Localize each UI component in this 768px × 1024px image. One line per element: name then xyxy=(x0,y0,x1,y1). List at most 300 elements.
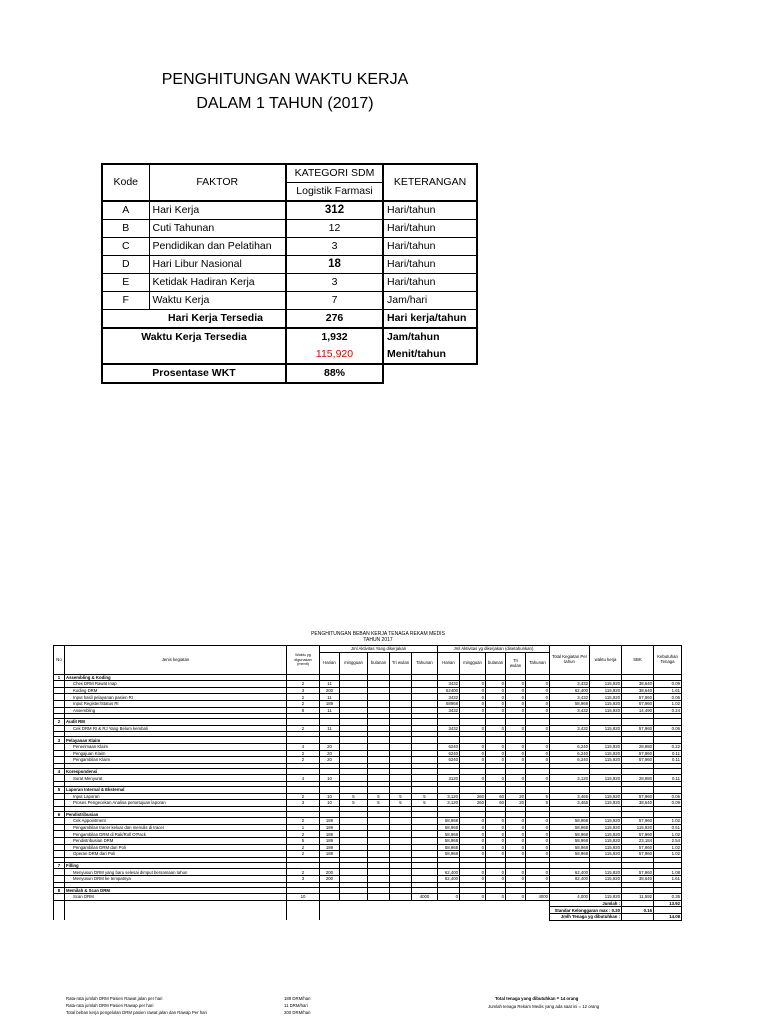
row-jenis: Input hasil pelayanan pasien RI xyxy=(65,694,287,701)
summary-blank xyxy=(526,907,550,914)
summary-value: 14.08 xyxy=(654,914,682,921)
faktor-row xyxy=(102,201,477,220)
row-w: 3 xyxy=(287,687,320,694)
row-b xyxy=(368,725,390,732)
summary-row xyxy=(54,907,682,914)
row-h: 189 xyxy=(320,831,340,838)
row-tot: 58,968 xyxy=(550,838,590,845)
hari-kerja-tersedia-value: 276 xyxy=(286,310,383,329)
faktor-keterangan: Hari/tahun xyxy=(383,256,477,274)
row-m2: 0 xyxy=(460,757,486,764)
ws-header-sbk: SBK xyxy=(622,646,654,675)
menit-per-tahun-unit: Menit/tahun xyxy=(383,346,477,364)
section-cell xyxy=(412,768,438,775)
row-w: 2 xyxy=(287,793,320,800)
row-th xyxy=(412,844,438,851)
table-row xyxy=(54,793,682,800)
row-b xyxy=(368,831,390,838)
section-cell xyxy=(368,674,390,681)
row-h: 189 xyxy=(320,851,340,858)
row-sbk: 38,640 xyxy=(622,876,654,883)
section-cell xyxy=(654,862,682,869)
row-keb: 0.22 xyxy=(654,743,682,750)
row-t2: 0 xyxy=(506,894,526,901)
ws-header-tahunan-2: Tahunan xyxy=(526,652,550,674)
summary-blank xyxy=(506,914,526,921)
row-h: 20 xyxy=(320,743,340,750)
row-h2: 3,120 xyxy=(438,800,460,807)
row-b2: 0 xyxy=(486,869,506,876)
row-w: 5 xyxy=(287,838,320,845)
row-h2: 6240 xyxy=(438,743,460,750)
row-h: 189 xyxy=(320,844,340,851)
row-t2: 0 xyxy=(506,844,526,851)
row-tot: 3,120 xyxy=(550,775,590,782)
page-title-line2: DALAM 1 TAHUN (2017) xyxy=(196,95,374,112)
faktor-row xyxy=(102,256,477,274)
section-cell xyxy=(287,674,320,681)
row-th2: 5 xyxy=(526,793,550,800)
row-h2: 58,968 xyxy=(438,851,460,858)
summary-blank xyxy=(460,907,486,914)
summary-value xyxy=(654,907,682,914)
row-jenis: Pengambilan Klaim xyxy=(65,757,287,764)
row-m2: 0 xyxy=(460,687,486,694)
summary-blank xyxy=(438,907,460,914)
row-m xyxy=(340,725,368,732)
summary-blank xyxy=(460,914,486,921)
summary-blank xyxy=(390,907,412,914)
row-h: 11 xyxy=(320,707,340,714)
row-th2: 4000 xyxy=(526,894,550,901)
row-t2: 0 xyxy=(506,824,526,831)
row-h: 200 xyxy=(320,687,340,694)
row-h2: 3120 xyxy=(438,775,460,782)
row-t xyxy=(390,775,412,782)
section-cell xyxy=(412,887,438,894)
row-t2: 0 xyxy=(506,694,526,701)
faktor-keterangan: Hari/tahun xyxy=(383,220,477,238)
section-cell xyxy=(486,786,506,793)
row-m2: 0 xyxy=(460,818,486,825)
summary-kol xyxy=(622,914,654,921)
footer-left-label: Total beban kerja pengelolan DRM pasien rawat jalan dan Rawap Per hari xyxy=(66,1010,207,1015)
section-cell xyxy=(590,737,622,744)
section-cell xyxy=(287,719,320,726)
section-row xyxy=(54,887,682,894)
row-t xyxy=(390,725,412,732)
row-tot: 58,968 xyxy=(550,851,590,858)
faktor-nilai: 7 xyxy=(286,292,383,310)
row-h: 200 xyxy=(320,876,340,883)
row-th2: 0 xyxy=(526,694,550,701)
row-keb: 1.02 xyxy=(654,818,682,825)
summary-blank xyxy=(287,914,320,921)
section-cell xyxy=(506,811,526,818)
section-cell xyxy=(590,887,622,894)
row-b xyxy=(368,743,390,750)
row-keb: 0.11 xyxy=(654,775,682,782)
section-cell xyxy=(368,811,390,818)
summary-blank xyxy=(65,907,287,914)
row-tot: 58,968 xyxy=(550,831,590,838)
section-cell xyxy=(622,862,654,869)
row-b2: 0 xyxy=(486,775,506,782)
row-th2: 0 xyxy=(526,707,550,714)
row-no xyxy=(54,851,65,858)
faktor-kode: A xyxy=(102,201,149,220)
row-th xyxy=(412,700,438,707)
row-tot: 3,432 xyxy=(550,681,590,688)
row-tot: 3,432 xyxy=(550,707,590,714)
faktor-kode: E xyxy=(102,274,149,292)
row-m xyxy=(340,681,368,688)
row-no xyxy=(54,750,65,757)
row-b xyxy=(368,824,390,831)
section-cell xyxy=(460,719,486,726)
section-title: Korespondensi xyxy=(65,768,287,775)
section-cell xyxy=(460,786,486,793)
row-h: 189 xyxy=(320,824,340,831)
section-cell xyxy=(287,811,320,818)
row-t2: 20 xyxy=(506,793,526,800)
row-wk: 115,920 xyxy=(590,694,622,701)
section-cell xyxy=(287,887,320,894)
row-th xyxy=(412,707,438,714)
row-b2: 0 xyxy=(486,894,506,901)
section-no: 8 xyxy=(54,887,65,894)
row-b2: 0 xyxy=(486,876,506,883)
section-title: Filling xyxy=(65,862,287,869)
row-b2: 0 xyxy=(486,725,506,732)
row-t2: 0 xyxy=(506,757,526,764)
page-title-line1: PENGHITUNGAN WAKTU KERJA xyxy=(161,71,409,88)
table-row xyxy=(54,775,682,782)
row-t2: 0 xyxy=(506,725,526,732)
row-t xyxy=(390,838,412,845)
summary-blank xyxy=(340,907,368,914)
row-t2: 0 xyxy=(506,831,526,838)
footer-left-value: 11 DRM/hari xyxy=(284,1003,308,1008)
section-cell xyxy=(320,737,340,744)
table-row xyxy=(54,700,682,707)
row-jenis: Assembling xyxy=(65,707,287,714)
row-wk: 115,920 xyxy=(590,876,622,883)
table-row xyxy=(54,687,682,694)
section-cell xyxy=(390,862,412,869)
row-wk: 115,920 xyxy=(590,824,622,831)
row-h2: 6240 xyxy=(438,750,460,757)
section-cell xyxy=(486,768,506,775)
section-cell xyxy=(340,862,368,869)
section-row xyxy=(54,737,682,744)
row-b xyxy=(368,681,390,688)
faktor-row xyxy=(102,292,477,310)
row-w: 4 xyxy=(287,775,320,782)
row-m: 5 xyxy=(340,800,368,807)
row-jenis: Pendistribusian DRM xyxy=(65,838,287,845)
faktor-row xyxy=(102,220,477,238)
summary-kol xyxy=(622,900,654,907)
row-m xyxy=(340,824,368,831)
section-cell xyxy=(320,674,340,681)
row-h: 189 xyxy=(320,818,340,825)
row-th xyxy=(412,757,438,764)
section-cell xyxy=(460,768,486,775)
row-t xyxy=(390,694,412,701)
waktu-kerja-tersedia-unit: Jam/tahun xyxy=(383,328,477,346)
row-no xyxy=(54,824,65,831)
faktor-nama: Ketidak Hadiran Kerja xyxy=(149,274,286,292)
row-w: 2 xyxy=(287,757,320,764)
section-cell xyxy=(654,786,682,793)
section-cell xyxy=(526,719,550,726)
row-keb: 1.61 xyxy=(654,687,682,694)
row-th2: 0 xyxy=(526,818,550,825)
row-m2: 0 xyxy=(460,750,486,757)
table-row xyxy=(54,831,682,838)
section-cell xyxy=(590,786,622,793)
section-cell xyxy=(412,719,438,726)
row-m2: 260 xyxy=(460,793,486,800)
row-m2: 0 xyxy=(460,851,486,858)
row-b xyxy=(368,687,390,694)
row-m2: 0 xyxy=(460,844,486,851)
row-m2: 0 xyxy=(460,707,486,714)
section-cell xyxy=(622,811,654,818)
row-tot: 58,968 xyxy=(550,844,590,851)
row-t xyxy=(390,831,412,838)
row-no xyxy=(54,687,65,694)
section-cell xyxy=(368,862,390,869)
row-th2: 0 xyxy=(526,750,550,757)
menit-per-tahun-value: 115,920 xyxy=(286,346,383,364)
row-jenis: Input Laporan xyxy=(65,793,287,800)
summary-label: Jumlah : xyxy=(550,900,622,907)
row-wk: 115,920 xyxy=(590,681,622,688)
row-b xyxy=(368,750,390,757)
row-jenis: Penerimaan Klaim xyxy=(65,743,287,750)
row-w: 10 xyxy=(287,894,320,901)
row-h2: 3,120 xyxy=(438,793,460,800)
row-th xyxy=(412,818,438,825)
section-cell xyxy=(526,811,550,818)
section-cell xyxy=(506,768,526,775)
row-m xyxy=(340,757,368,764)
section-cell xyxy=(390,768,412,775)
row-wk: 115,920 xyxy=(590,743,622,750)
row-m xyxy=(340,687,368,694)
row-b2: 0 xyxy=(486,700,506,707)
section-cell xyxy=(340,786,368,793)
row-t2: 0 xyxy=(506,700,526,707)
row-keb: 0.09 xyxy=(654,800,682,807)
summary-blank xyxy=(287,907,320,914)
section-cell xyxy=(390,719,412,726)
row-b2: 0 xyxy=(486,757,506,764)
row-b xyxy=(368,894,390,901)
row-no xyxy=(54,775,65,782)
faktor-nama: Waktu Kerja xyxy=(149,292,286,310)
table-row xyxy=(54,681,682,688)
section-no: 5 xyxy=(54,786,65,793)
section-cell xyxy=(654,674,682,681)
row-sbk: 38,640 xyxy=(622,687,654,694)
row-t2: 0 xyxy=(506,687,526,694)
row-h2: 58,968 xyxy=(438,838,460,845)
row-no xyxy=(54,869,65,876)
section-title: Pelayanan Klaim xyxy=(65,737,287,744)
section-no: 3 xyxy=(54,737,65,744)
section-cell xyxy=(412,674,438,681)
summary-blank xyxy=(390,900,412,907)
row-jenis: Operan DRM dari Poli xyxy=(65,851,287,858)
row-th2: 0 xyxy=(526,687,550,694)
row-w: 3 xyxy=(287,876,320,883)
section-cell xyxy=(550,674,590,681)
row-jenis: Cheк DRM Rawat Inap xyxy=(65,681,287,688)
row-wk: 115,920 xyxy=(590,793,622,800)
row-b xyxy=(368,694,390,701)
faktor-kode: F xyxy=(102,292,149,310)
row-t2: 20 xyxy=(506,800,526,807)
row-jenis: Menyusun DRM yang baru selesai dimput bersamaan tahun xyxy=(65,869,287,876)
section-cell xyxy=(550,862,590,869)
table-row xyxy=(54,838,682,845)
row-h: 20 xyxy=(320,757,340,764)
section-row xyxy=(54,811,682,818)
row-h: 11 xyxy=(320,681,340,688)
table-row xyxy=(54,725,682,732)
summary-blank xyxy=(54,914,65,921)
row-jenis: Menyusun DRM ke tempatnya xyxy=(65,876,287,883)
row-wk: 115,920 xyxy=(590,757,622,764)
row-no xyxy=(54,681,65,688)
row-sbk: 11,592 xyxy=(622,894,654,901)
summary-blank xyxy=(412,900,438,907)
row-sbk: 57,960 xyxy=(622,725,654,732)
section-cell xyxy=(526,674,550,681)
section-cell xyxy=(654,811,682,818)
footer-left-value: 189 DRM/hari xyxy=(284,996,311,1001)
section-cell xyxy=(287,786,320,793)
row-wk: 115,920 xyxy=(590,831,622,838)
section-cell xyxy=(390,674,412,681)
faktor-kode: D xyxy=(102,256,149,274)
row-no xyxy=(54,707,65,714)
row-t xyxy=(390,700,412,707)
row-th xyxy=(412,876,438,883)
row-t2: 0 xyxy=(506,869,526,876)
row-h: 11 xyxy=(320,725,340,732)
row-m xyxy=(340,818,368,825)
summary-blank xyxy=(438,900,460,907)
section-cell xyxy=(654,887,682,894)
row-keb: 0.09 xyxy=(654,681,682,688)
section-cell xyxy=(622,719,654,726)
row-w: 2 xyxy=(287,831,320,838)
row-tot: 4,000 xyxy=(550,894,590,901)
row-h: 200 xyxy=(320,869,340,876)
section-cell xyxy=(590,719,622,726)
row-w: 2 xyxy=(287,869,320,876)
hari-kerja-tersedia-unit: Hari kerja/tahun xyxy=(383,310,477,329)
row-w: 4 xyxy=(287,743,320,750)
section-cell xyxy=(368,768,390,775)
section-cell xyxy=(550,737,590,744)
row-th xyxy=(412,831,438,838)
row-h2: 6240 xyxy=(438,757,460,764)
section-cell xyxy=(438,674,460,681)
row-h xyxy=(320,894,340,901)
table-row xyxy=(54,707,682,714)
section-cell xyxy=(506,786,526,793)
section-row xyxy=(54,768,682,775)
row-no xyxy=(54,838,65,845)
row-t xyxy=(390,894,412,901)
row-m xyxy=(340,838,368,845)
row-keb: 0.11 xyxy=(654,750,682,757)
row-keb: 0.24 xyxy=(654,707,682,714)
row-w: 2 xyxy=(287,750,320,757)
row-tot: 62,400 xyxy=(550,869,590,876)
row-jenis: Koding DRM xyxy=(65,687,287,694)
row-m2: 0 xyxy=(460,775,486,782)
row-m2: 0 xyxy=(460,831,486,838)
row-wk: 115,920 xyxy=(590,844,622,851)
row-b xyxy=(368,818,390,825)
row-m2: 260 xyxy=(460,800,486,807)
row-t xyxy=(390,869,412,876)
row-th xyxy=(412,725,438,732)
row-t2: 0 xyxy=(506,838,526,845)
faktor-keterangan: Jam/hari xyxy=(383,292,477,310)
faktor-kode: B xyxy=(102,220,149,238)
section-no: 6 xyxy=(54,811,65,818)
row-m xyxy=(340,894,368,901)
row-m xyxy=(340,743,368,750)
row-tot: 58,968 xyxy=(550,824,590,831)
row-tot: 3,465 xyxy=(550,800,590,807)
row-b2: 60 xyxy=(486,793,506,800)
row-sbk: 57,960 xyxy=(622,694,654,701)
section-cell xyxy=(340,737,368,744)
section-title: Laporan Internal & Eksternal xyxy=(65,786,287,793)
summary-blank xyxy=(412,914,438,921)
row-b2: 0 xyxy=(486,838,506,845)
summary-blank xyxy=(390,914,412,921)
waktu-kerja-tersedia-label: Waktu Kerja Tersedia xyxy=(102,328,286,346)
summary-blank xyxy=(486,900,506,907)
row-b xyxy=(368,844,390,851)
section-cell xyxy=(340,887,368,894)
row-t xyxy=(390,743,412,750)
row-th xyxy=(412,681,438,688)
row-b xyxy=(368,851,390,858)
row-jenis: Scan DRM xyxy=(65,894,287,901)
row-tot: 3,432 xyxy=(550,725,590,732)
row-th xyxy=(412,743,438,750)
row-th2: 0 xyxy=(526,831,550,838)
row-b xyxy=(368,700,390,707)
summary-blank xyxy=(506,900,526,907)
row-wk: 115,920 xyxy=(590,725,622,732)
faktor-keterangan: Hari/tahun xyxy=(383,201,477,220)
section-cell xyxy=(486,737,506,744)
section-cell xyxy=(412,786,438,793)
section-cell xyxy=(340,768,368,775)
summary-row xyxy=(54,900,682,907)
